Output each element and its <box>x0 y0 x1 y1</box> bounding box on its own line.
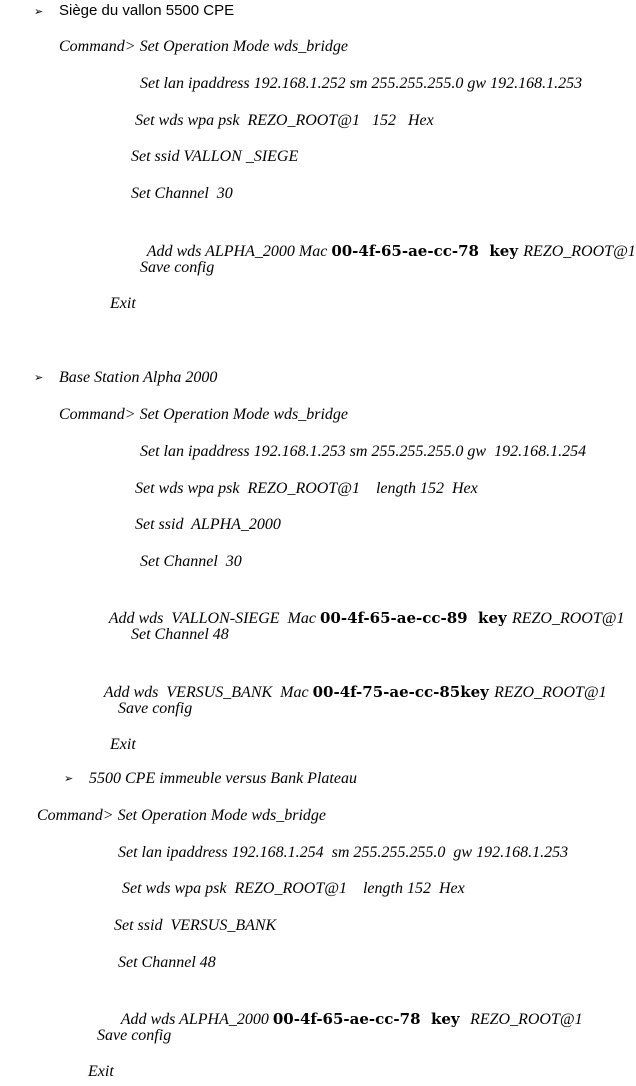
section-heading: Siège du vallon 5500 CPE <box>59 2 235 19</box>
section-heading: 5500 CPE immeuble versus Bank Plateau <box>89 770 357 787</box>
add-wds-prefix: Add wds VALLON-SIEGE Mac <box>108 610 320 627</box>
exit-line: Exit <box>88 1063 114 1080</box>
mac-address: 00-4f-75-ae-cc-85 <box>312 683 461 701</box>
psk-line: Set wds wpa psk REZO_ROOT@1 152 Hex <box>135 112 434 129</box>
command-line: Command> Set Operation Mode wds_bridge <box>59 406 348 423</box>
key-label: key <box>460 683 495 701</box>
ssid-line: Set ssid ALPHA_2000 <box>135 516 281 533</box>
ssid-line: Set ssid VERSUS_BANK <box>114 917 277 934</box>
exit-line: Exit <box>110 295 136 312</box>
key-label: key <box>478 242 524 260</box>
add-wds-line <box>88 662 607 701</box>
save-line: Save config <box>118 700 193 717</box>
save-line: Save config <box>97 1027 172 1044</box>
bullet-arrow-icon: ➢ <box>34 371 44 384</box>
exit-line: Exit <box>110 736 136 753</box>
add-wds-line <box>105 989 583 1028</box>
psk-line: Set wds wpa psk REZO_ROOT@1 length 152 Hex <box>135 480 478 497</box>
lan-line: Set lan ipaddress 192.168.1.252 sm 255.255.255.0 gw 192.168.1.253 <box>140 75 583 92</box>
mac-address: 00-4f-65-ae-cc-78 <box>272 1010 421 1028</box>
add-wds-line <box>93 588 625 627</box>
add-wds-prefix: Add wds VERSUS_BANK Mac <box>103 684 313 701</box>
lan-line: Set lan ipaddress 192.168.1.253 sm 255.255.255.0 gw 192.168.1.254 <box>140 443 587 460</box>
channel-line: Set Channel 48 <box>131 626 229 643</box>
section-heading: Base Station Alpha 2000 <box>59 369 218 386</box>
channel-line: Set Channel 30 <box>131 185 233 202</box>
bullet-arrow-icon: ➢ <box>64 772 74 785</box>
key-label: key <box>420 1010 471 1028</box>
save-line: Save config <box>140 259 215 276</box>
key-value: REZO_ROOT@1 <box>494 684 607 701</box>
bullet-arrow-icon: ➢ <box>34 5 44 18</box>
add-wds-line <box>131 221 636 260</box>
key-value: REZO_ROOT@1 <box>523 243 636 260</box>
key-label: key <box>467 609 512 627</box>
key-value: REZO_ROOT@1 <box>470 1011 583 1028</box>
add-wds-prefix: Add wds ALPHA_2000 <box>120 1011 273 1028</box>
channel-line: Set Channel 48 <box>118 954 216 971</box>
mac-address: 00-4f-65-ae-cc-89 <box>319 609 468 627</box>
add-wds-prefix: Add wds ALPHA_2000 Mac <box>146 243 332 260</box>
command-line: Command> Set Operation Mode wds_bridge <box>59 38 348 55</box>
key-value: REZO_ROOT@1 <box>511 610 625 627</box>
ssid-line: Set ssid VALLON _SIEGE <box>131 148 299 165</box>
channel-line: Set Channel 30 <box>140 553 242 570</box>
command-line: Command> Set Operation Mode wds_bridge <box>37 807 326 824</box>
lan-line: Set lan ipaddress 192.168.1.254 sm 255.255.255.0 gw 192.168.1.253 <box>118 844 569 861</box>
mac-address: 00-4f-65-ae-cc-78 <box>331 242 479 260</box>
psk-line: Set wds wpa psk REZO_ROOT@1 length 152 Hex <box>122 880 465 897</box>
